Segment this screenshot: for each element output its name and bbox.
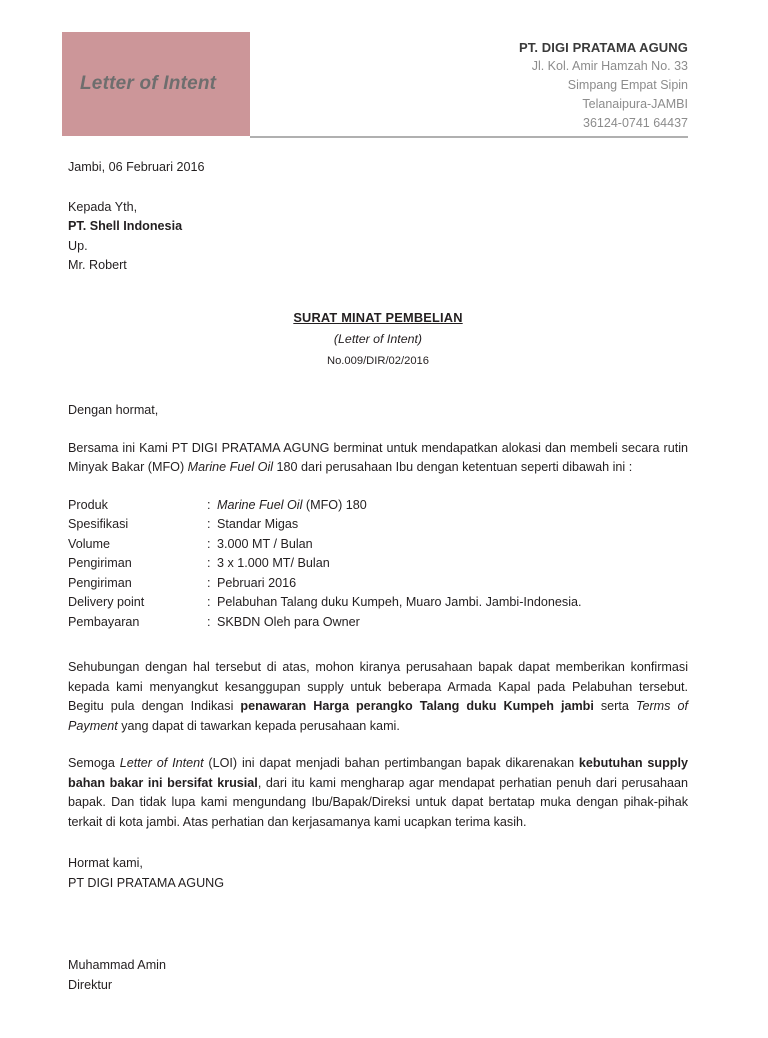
document-title: SURAT MINAT PEMBELIAN bbox=[293, 309, 463, 325]
para3-italic-loi: Letter of Intent bbox=[119, 756, 204, 770]
para3-part3: , dari itu kami mengharap agar mendapat perhatian penuh dari perusahaan bapak. Dan tidak lupa kami mengundang Ibu/Bapak/Direksi untuk dapat bertatap muka dengan pihak-pihak terkait di kota jambi. Atas perhatian dan kerjasamanya kami ucapkan terima kasih. bbox=[68, 775, 688, 829]
signatory-name: Muhammad Amin bbox=[68, 958, 166, 972]
signature-closing: Hormat kami, bbox=[68, 856, 143, 870]
company-phone-line: 36124-0741 64437 bbox=[583, 116, 688, 130]
document-number: No.009/DIR/02/2016 bbox=[327, 354, 429, 367]
paragraph-three bbox=[68, 754, 688, 832]
para2-part3: yang dapat di tawarkan kepada perusahaan kami. bbox=[117, 718, 400, 733]
para2-part2: serta bbox=[593, 699, 636, 713]
para3-bold-crucial: kebutuhan supply bahan bakar ini bersifat krusial bbox=[68, 756, 689, 790]
date-line: Jambi, 06 Februari 2016 bbox=[68, 160, 205, 174]
specification-table bbox=[68, 496, 688, 633]
document-subtitle: (Letter of Intent) bbox=[333, 332, 423, 346]
brand-block bbox=[62, 32, 250, 136]
intro-text-part1: Bersama ini Kami PT DIGI PRATAMA AGUNG berminat untuk mendapatkan alokasi dan membeli secara rutin Minyak Bakar (MFO) bbox=[68, 440, 688, 474]
spec-value bbox=[217, 515, 688, 535]
company-address-line: Jl. Kol. Amir Hamzah No. 33 bbox=[531, 59, 688, 73]
header-divider bbox=[250, 136, 688, 138]
spec-separator: : bbox=[207, 556, 211, 570]
spec-label: Spesifikasi bbox=[68, 517, 129, 531]
table-row bbox=[68, 613, 688, 633]
recipient-person: Mr. Robert bbox=[68, 258, 127, 272]
company-address-line: Simpang Empat Sipin bbox=[567, 78, 688, 92]
spec-value-rest: Pebruari 2016 bbox=[217, 575, 297, 590]
company-name: PT. DIGI PRATAMA AGUNG bbox=[518, 40, 688, 55]
table-row bbox=[68, 496, 688, 516]
company-address-line: Telanaipura-JAMBI bbox=[582, 97, 688, 111]
table-row bbox=[68, 574, 688, 594]
recipient-company: PT. Shell Indonesia bbox=[68, 219, 183, 233]
spec-label: Pengiriman bbox=[68, 556, 132, 570]
para2-italic-terms: Terms of Payment bbox=[68, 699, 689, 733]
spec-value-rest: 3 x 1.000 MT/ Bulan bbox=[217, 556, 330, 570]
spec-value-rest: SKBDN Oleh para Owner bbox=[217, 614, 360, 629]
signatory-position: Direktur bbox=[68, 977, 113, 992]
spec-value-rest: 3.000 MT / Bulan bbox=[217, 536, 313, 551]
recipient-block bbox=[68, 198, 688, 276]
spec-label: Pembayaran bbox=[68, 614, 140, 629]
table-row bbox=[68, 593, 688, 613]
spec-separator: : bbox=[207, 536, 211, 551]
spec-value-rest: (MFO) 180 bbox=[302, 497, 367, 512]
spec-value bbox=[217, 574, 688, 594]
up-label: Up. bbox=[68, 238, 88, 253]
spec-separator: : bbox=[207, 614, 211, 629]
intro-product-italic: Marine Fuel Oil bbox=[187, 460, 274, 474]
intro-paragraph bbox=[68, 439, 688, 478]
signature-company: PT DIGI PRATAMA AGUNG bbox=[68, 875, 225, 890]
document-title-block bbox=[68, 308, 688, 372]
spec-value bbox=[217, 554, 688, 574]
spec-separator: : bbox=[207, 517, 211, 531]
brand-title: Letter of Intent bbox=[80, 73, 217, 94]
table-row bbox=[68, 554, 688, 574]
spec-value bbox=[217, 496, 688, 516]
spec-value-rest: Standar Migas bbox=[217, 517, 299, 531]
table-row bbox=[68, 515, 688, 535]
signature-block bbox=[68, 854, 688, 995]
spec-value bbox=[217, 535, 688, 555]
spec-separator: : bbox=[207, 497, 211, 512]
spec-value bbox=[217, 593, 688, 613]
para3-part2: (LOI) ini dapat menjadi bahan pertimbangan bapak dikarenakan bbox=[203, 756, 579, 770]
spec-label: Delivery point bbox=[68, 595, 145, 609]
attention-label: Kepada Yth, bbox=[68, 199, 138, 214]
paragraph-two bbox=[68, 658, 688, 736]
spec-label: Produk bbox=[68, 497, 108, 512]
spec-value-italic: Marine Fuel Oil bbox=[217, 497, 303, 512]
signature-space bbox=[68, 893, 688, 956]
table-row bbox=[68, 535, 688, 555]
spec-separator: : bbox=[207, 575, 211, 590]
spec-value-rest: Pelabuhan Talang duku Kumpeh, Muaro Jambi. Jambi-Indonesia. bbox=[217, 595, 582, 609]
intro-text-part2: 180 dari perusahaan Ibu dengan ketentuan seperti dibawah ini : bbox=[273, 460, 633, 474]
letter-body bbox=[68, 158, 688, 995]
salutation: Dengan hormat, bbox=[68, 403, 159, 417]
spec-label: Volume bbox=[68, 536, 111, 551]
para3-part1: Semoga bbox=[68, 756, 120, 770]
spec-value bbox=[217, 613, 688, 633]
para2-bold-offer: penawaran Harga perangko Talang duku Kumpeh jambi bbox=[240, 699, 594, 713]
para2-part1: Sehubungan dengan hal tersebut di atas, mohon kiranya perusahaan bapak dapat memberikan konfirmasi kepada kami menyangkut kesanggupan supply untuk beberapa Armada Kapal pada Pelabuhan tersebut. Begitu pula dengan Indikasi bbox=[68, 660, 688, 713]
letterhead bbox=[62, 32, 688, 136]
company-info bbox=[519, 38, 688, 133]
spec-label: Pengiriman bbox=[68, 575, 132, 590]
spec-separator: : bbox=[207, 595, 211, 609]
specification-table-body bbox=[68, 496, 688, 633]
